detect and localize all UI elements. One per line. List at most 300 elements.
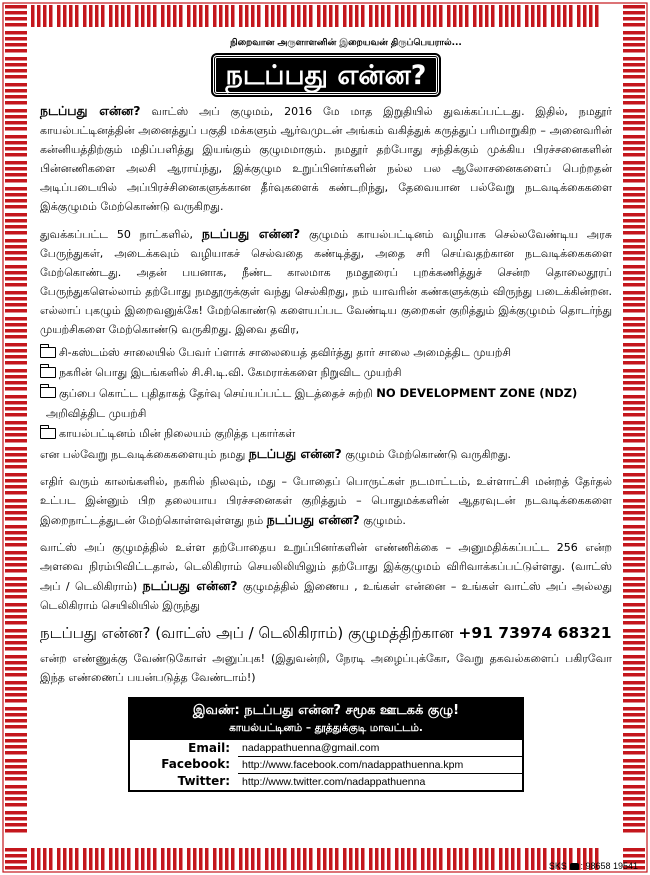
- border-block: [5, 433, 27, 437]
- border-block: [623, 309, 645, 313]
- border-block: [623, 421, 645, 425]
- future-plans-end: குழுமம்.: [363, 514, 406, 527]
- border-block: [623, 43, 645, 47]
- border-block: [485, 5, 489, 27]
- summary-line: [40, 444, 612, 464]
- border-block: [5, 719, 27, 723]
- border-block: [623, 407, 645, 411]
- border-block: [473, 848, 477, 870]
- border-block: [375, 848, 379, 870]
- ndz-label: NO DEVELOPMENT ZONE (NDZ): [376, 386, 578, 400]
- border-block: [75, 848, 79, 870]
- border-block: [623, 225, 645, 229]
- border-block: [623, 595, 645, 599]
- border-block: [623, 803, 645, 807]
- border-block: [75, 5, 79, 27]
- border-block: [623, 37, 645, 41]
- border-block: [439, 848, 443, 870]
- list-item-continuation: அறிவித்திட முயற்சி: [46, 407, 147, 420]
- border-block: [5, 421, 27, 425]
- border-block: [623, 205, 645, 209]
- brand-name: நடப்பது என்ன?: [266, 512, 360, 527]
- border-block: [589, 5, 593, 27]
- border-block: [577, 5, 581, 27]
- border-block: [5, 687, 27, 691]
- border-block: [5, 101, 27, 105]
- border-block: [569, 5, 573, 27]
- border-block: [421, 848, 425, 870]
- border-block: [623, 329, 645, 333]
- border-block: [623, 661, 645, 665]
- border-block: [623, 848, 645, 852]
- border-block: [309, 5, 313, 27]
- border-block: [57, 5, 61, 27]
- border-block: [291, 848, 295, 870]
- border-block: [5, 75, 27, 79]
- border-block: [623, 49, 645, 53]
- achievements-text: குழுமம் காயல்பட்டினம் வழியாக செல்லவேண்டிய அரசு பேருந்துகள், அடைக்கவும் வழியாகச் செல்வதை கண்டித்து, அதை சரி செய்வதற்கான நடவடிக்கைகளை மேற்கொண்டது. அதன் பயனாக, நீண்ட காலமாக நமதூரைப் புறக்கணித்துச் சென்ற தொலைதூரப் பேருந்துகளெல்லாம் தற்போது நமதூருக்குள் வந்து செல்கிறது, நம் யாவரின் கண்களுக்கும் விருந்து படைக்கின்றன. எல்லாப் புகழும் இறைவனுக்கே! மேற்கொண்டு களையப்பட வேண்டிய குறைகள் குறித்தும் இக்குழுமம் தொடர்ந்து முயற்சிகளை மேற்கொண்டு வருகிறது. இவை தவிர,: [40, 228, 612, 336]
- border-block: [5, 83, 27, 87]
- border-block: [623, 89, 645, 93]
- border-block: [5, 427, 27, 431]
- border-block: [219, 5, 223, 27]
- email-label: Email:: [188, 741, 230, 755]
- border-block: [5, 161, 27, 165]
- border-block: [623, 615, 645, 619]
- border-block: [5, 525, 27, 529]
- border-block: [5, 245, 27, 249]
- border-block: [5, 681, 27, 685]
- border-block: [623, 673, 645, 677]
- border-block: [31, 848, 35, 870]
- border-block: [297, 848, 301, 870]
- border-block: [5, 655, 27, 659]
- border-block: [543, 5, 547, 27]
- border-block: [5, 309, 27, 313]
- facebook-label: Facebook:: [161, 757, 230, 771]
- border-block: [623, 473, 645, 477]
- border-block: [623, 395, 645, 399]
- border-block: [623, 381, 645, 385]
- border-block: [323, 848, 327, 870]
- border-block: [623, 361, 645, 365]
- border-block: [5, 381, 27, 385]
- border-block: [5, 785, 27, 789]
- border-block: [5, 739, 27, 743]
- border-block: [161, 848, 165, 870]
- border-block: [141, 5, 145, 27]
- border-block: [109, 5, 113, 27]
- border-block: [623, 219, 645, 223]
- border-block: [361, 5, 365, 27]
- border-block: [413, 848, 417, 870]
- border-block: [623, 465, 645, 469]
- border-block: [277, 5, 281, 27]
- border-block: [583, 5, 587, 27]
- title-banner: [213, 55, 439, 95]
- border-block: [5, 251, 27, 255]
- border-block: [115, 848, 119, 870]
- footer-phone: : 98658 19541: [580, 861, 638, 871]
- border-block: [543, 848, 547, 870]
- border-block: [623, 11, 645, 15]
- border-block: [317, 5, 321, 27]
- border-block: [5, 187, 27, 191]
- border-block: [5, 121, 27, 125]
- border-block: [5, 213, 27, 217]
- border-block: [623, 427, 645, 431]
- border-block: [5, 595, 27, 599]
- border-block: [623, 303, 645, 307]
- border-block: [5, 127, 27, 131]
- border-block: [95, 848, 99, 870]
- border-block: [407, 848, 411, 870]
- brand-name: நடப்பது என்ன?: [201, 226, 301, 241]
- border-block: [257, 5, 261, 27]
- border-block: [517, 848, 521, 870]
- border-block: [5, 577, 27, 581]
- border-block: [623, 193, 645, 197]
- border-block: [5, 37, 27, 41]
- border-block: [623, 23, 645, 27]
- border-block: [167, 848, 171, 870]
- border-block: [349, 848, 353, 870]
- border-block: [323, 5, 327, 27]
- border-block: [623, 797, 645, 801]
- brand-name: நடப்பது என்ன?: [40, 103, 141, 118]
- border-block: [531, 5, 535, 27]
- border-block: [5, 615, 27, 619]
- border-block: [63, 848, 67, 870]
- border-block: [153, 5, 157, 27]
- border-block: [623, 141, 645, 145]
- list-item: [40, 383, 612, 404]
- border-block: [5, 63, 27, 67]
- border-block: [5, 667, 27, 671]
- tagline: நிறைவான அருளாளனின் இறையவன் திருப்பெயரால்...: [230, 38, 462, 48]
- border-block: [5, 603, 27, 607]
- border-block: [89, 5, 93, 27]
- border-block: [205, 5, 209, 27]
- border-block: [83, 848, 87, 870]
- border-block: [5, 153, 27, 157]
- border-block: [5, 135, 27, 139]
- border-block: [283, 5, 287, 27]
- border-block: [329, 5, 333, 27]
- border-block: [49, 848, 53, 870]
- border-block: [5, 89, 27, 93]
- border-block: [5, 375, 27, 379]
- list-item: [40, 363, 612, 383]
- border-block: [147, 848, 151, 870]
- border-block: [447, 5, 451, 27]
- border-block: [5, 277, 27, 281]
- email-value: nadappathuenna@gmail.com: [242, 742, 380, 754]
- border-block: [623, 751, 645, 755]
- border-block: [179, 5, 183, 27]
- border-block: [623, 511, 645, 515]
- border-block: [5, 569, 27, 573]
- border-block: [5, 199, 27, 203]
- border-block: [5, 647, 27, 651]
- contact-header: [130, 699, 522, 740]
- twitter-label: Twitter:: [177, 774, 230, 788]
- border-block: [623, 453, 645, 457]
- border-block: [37, 5, 41, 27]
- border-block: [623, 187, 645, 191]
- border-block: [5, 745, 27, 749]
- border-block: [369, 5, 373, 27]
- border-block: [135, 5, 139, 27]
- border-block: [5, 31, 27, 35]
- border-block: [271, 5, 275, 27]
- border-block: [5, 609, 27, 613]
- border-block: [5, 231, 27, 235]
- border-block: [623, 245, 645, 249]
- border-block: [491, 848, 495, 870]
- border-block: [623, 115, 645, 119]
- border-block: [623, 147, 645, 151]
- border-block: [623, 745, 645, 749]
- border-block: [5, 17, 27, 21]
- border-block: [43, 5, 47, 27]
- border-block: [433, 5, 437, 27]
- border-block: [623, 231, 645, 235]
- membership-text: வாட்ஸ் அப் குழுமத்தில் உள்ள தற்போதைய உறுப்பினர்களின் எண்ணிக்கை – அனுமதிக்கப்பட்ட 256 என்ற அளவை நிரம்பிவிட்டதால், டெலிகிராம் செயலிலியிலும் தற்போது இக்குழுமம் விரிவாக்கப்பட்டுள்ளது. (வாட்ஸ் அப் / டெலிகிராம்): [40, 541, 612, 593]
- border-block: [291, 5, 295, 27]
- border-block: [257, 848, 261, 870]
- border-block: [179, 848, 183, 870]
- list-item-text: குப்பை கொட்ட புதிதாகத் தேர்வு செய்யப்பட்ட இடத்தைச் சுற்றி: [59, 387, 373, 400]
- border-block: [623, 127, 645, 131]
- border-block: [505, 5, 509, 27]
- border-block: [199, 5, 203, 27]
- border-block: [537, 848, 541, 870]
- border-block: [5, 355, 27, 359]
- border-block: [401, 5, 405, 27]
- border-block: [5, 771, 27, 775]
- border-block: [5, 551, 27, 555]
- border-block: [369, 848, 373, 870]
- border-block: [5, 751, 27, 755]
- border-block: [57, 848, 61, 870]
- border-block: [485, 848, 489, 870]
- border-block: [473, 5, 477, 27]
- border-block: [5, 699, 27, 703]
- border-block: [49, 5, 53, 27]
- folder-icon: [40, 347, 56, 358]
- border-block: [623, 531, 645, 535]
- border-block: [511, 5, 515, 27]
- border-block: [517, 5, 521, 27]
- border-block: [623, 733, 645, 737]
- border-block: [5, 283, 27, 287]
- border-block: [213, 848, 217, 870]
- membership-paragraph: [40, 538, 612, 615]
- border-block: [309, 848, 313, 870]
- border-block: [5, 563, 27, 567]
- border-block: [623, 63, 645, 67]
- border-block: [623, 687, 645, 691]
- phone-prefix: (வாட்ஸ் அப் / டெலிகிராம்) குழுமத்திற்கான: [155, 624, 454, 642]
- border-block: [251, 848, 255, 870]
- border-block: [623, 771, 645, 775]
- border-block: [623, 655, 645, 659]
- contact-twitter-row: [130, 773, 522, 790]
- border-block: [5, 823, 27, 827]
- border-block: [623, 297, 645, 301]
- border-block: [5, 257, 27, 261]
- border-block: [623, 603, 645, 607]
- list-item: [40, 343, 612, 363]
- border-block: [5, 713, 27, 717]
- phone-number: +91 73974 68321: [458, 624, 612, 642]
- border-block: [245, 5, 249, 27]
- border-block: [551, 5, 555, 27]
- border-block: [623, 699, 645, 703]
- border-block: [623, 641, 645, 645]
- border-block: [5, 583, 27, 587]
- border-block: [623, 265, 645, 269]
- border-block: [5, 707, 27, 711]
- border-block: [623, 817, 645, 821]
- border-block: [121, 5, 125, 27]
- border-block: [623, 69, 645, 73]
- achievements-start: துவக்கப்பட்ட 50 நாட்களில்,: [40, 228, 194, 241]
- border-block: [121, 848, 125, 870]
- border-block: [505, 848, 509, 870]
- border-block: [623, 791, 645, 795]
- border-block: [623, 239, 645, 243]
- border-block: [623, 323, 645, 327]
- border-block: [387, 5, 391, 27]
- border-block: [525, 5, 529, 27]
- border-block: [5, 225, 27, 229]
- border-block: [5, 641, 27, 645]
- border-block: [5, 661, 27, 665]
- footer-initials: SKS: [548, 861, 567, 871]
- border-block: [623, 725, 645, 729]
- border-block: [623, 621, 645, 625]
- border-block: [395, 5, 399, 27]
- border-block: [413, 5, 417, 27]
- phone-line: [40, 621, 612, 645]
- border-block: [141, 848, 145, 870]
- border-block: [623, 707, 645, 711]
- border-block: [395, 848, 399, 870]
- border-block: [623, 401, 645, 405]
- contact-email-row: [130, 740, 522, 756]
- border-block: [623, 5, 645, 9]
- border-block: [623, 283, 645, 287]
- border-block: [623, 95, 645, 99]
- border-block: [199, 848, 203, 870]
- border-block: [623, 525, 645, 529]
- border-block: [5, 317, 27, 321]
- border-block: [303, 5, 307, 27]
- border-block: [5, 635, 27, 639]
- border-block: [5, 205, 27, 209]
- border-block: [187, 5, 191, 27]
- membership-end: குழுமத்தில் இணைய , உங்கள் என்னை – உங்கள் வாட்ஸ் அப் அல்லது டெலிகிராம் செயிலியில் இருந்து: [40, 580, 613, 612]
- border-block: [355, 848, 359, 870]
- border-block: [623, 135, 645, 139]
- border-block: [5, 297, 27, 301]
- border-block: [5, 537, 27, 541]
- border-block: [5, 447, 27, 451]
- border-block: [557, 5, 561, 27]
- border-block: [265, 5, 269, 27]
- border-block: [127, 5, 131, 27]
- border-block: [297, 5, 301, 27]
- future-plans-text: எதிர் வரும் காலங்களில், நகரில் நிலவும், மது – போதைப் பொருட்கள் நடமாட்டம், உள்ளாட்சி மன்றத் தேர்தல் உட்பட இன்னும் பிற தலையாய பிரச்சனைகள் குறித்தும் – பொதுமக்களின் ஆதரவுடன் நடவடிக்கைகளை இறைநாட்டத்துடன் மேற்கொள்ளவுள்ளது நம்: [40, 475, 612, 527]
- border-block: [127, 848, 131, 870]
- border-block: [623, 387, 645, 391]
- achievements-paragraph: [40, 224, 612, 339]
- border-block: [5, 49, 27, 53]
- border-block: [5, 777, 27, 781]
- border-block: [623, 291, 645, 295]
- border-block: [623, 31, 645, 35]
- page-title: நடப்பது என்ன?: [225, 59, 427, 91]
- border-block: [623, 583, 645, 587]
- border-block: [5, 531, 27, 535]
- border-block: [5, 629, 27, 633]
- border-block: [5, 147, 27, 151]
- brand-name: நடப்பது என்ன?: [142, 578, 238, 593]
- border-block: [5, 621, 27, 625]
- border-block: [623, 459, 645, 463]
- border-block: [5, 343, 27, 347]
- border-block: [205, 848, 209, 870]
- border-block: [381, 848, 385, 870]
- border-block: [623, 693, 645, 697]
- border-block: [465, 5, 469, 27]
- brand-name: நடப்பது என்ன?: [248, 446, 342, 461]
- border-block: [69, 5, 73, 27]
- border-block: [623, 681, 645, 685]
- facebook-value: http://www.facebook.com/nadappathuenna.kpm: [238, 756, 522, 773]
- border-block: [5, 797, 27, 801]
- border-block: [499, 848, 503, 870]
- border-block: [401, 848, 405, 870]
- border-block: [623, 759, 645, 763]
- border-block: [5, 759, 27, 763]
- border-block: [231, 5, 235, 27]
- border-block: [5, 23, 27, 27]
- border-block: [5, 219, 27, 223]
- border-block: [193, 848, 197, 870]
- border-block: [5, 413, 27, 417]
- border-block: [511, 848, 515, 870]
- border-block: [427, 5, 431, 27]
- border-block: [5, 854, 27, 858]
- border-block: [623, 161, 645, 165]
- border-block: [5, 860, 27, 864]
- border-block: [5, 69, 27, 73]
- border-block: [623, 447, 645, 451]
- border-block: [5, 733, 27, 737]
- border-block: [161, 5, 165, 27]
- border-block: [623, 479, 645, 483]
- border-block: [5, 557, 27, 561]
- summary-end: குழுமம் மேற்கொண்டு வருகிறது.: [345, 448, 512, 461]
- document-body: [40, 38, 612, 792]
- border-block: [239, 5, 243, 27]
- border-block: [623, 829, 645, 833]
- contact-location: காயல்பட்டினம் – தூத்துக்குடி மாவட்டம்.: [229, 722, 423, 734]
- border-block: [439, 5, 443, 27]
